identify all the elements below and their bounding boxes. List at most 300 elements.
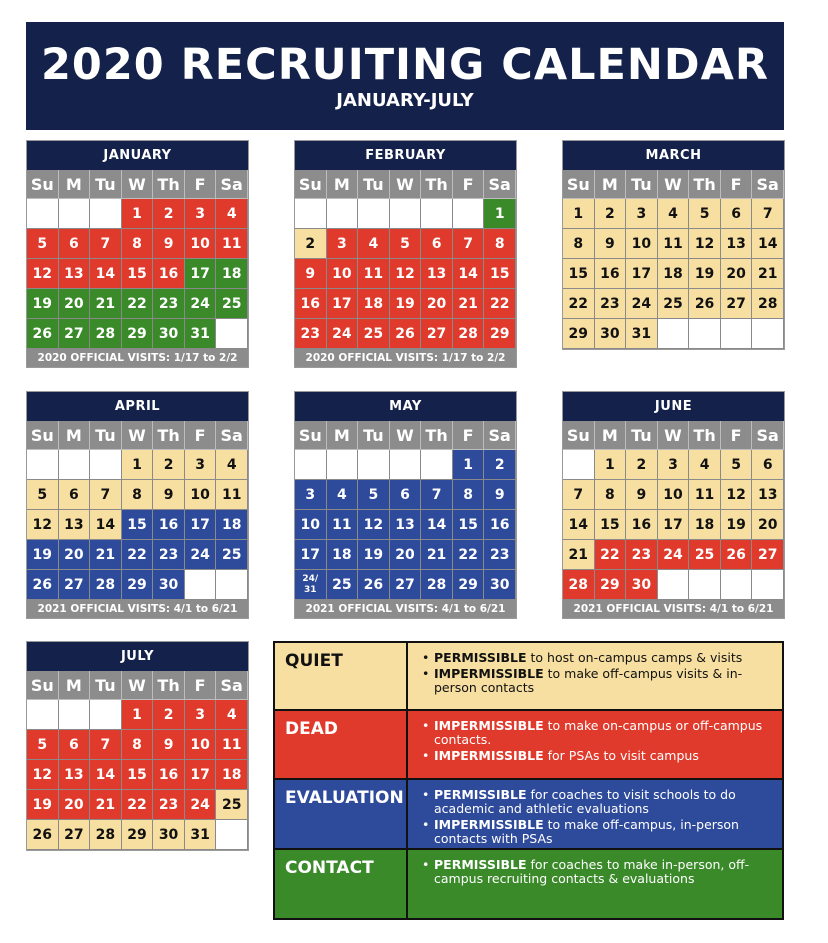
weekday-header: W xyxy=(122,671,154,700)
weekday-header: Th xyxy=(689,421,721,450)
weekday-header: W xyxy=(122,170,154,199)
day-cell: 9 xyxy=(484,480,516,510)
day-cell: 17 xyxy=(295,540,327,570)
month-july xyxy=(26,641,249,851)
legend-rule: • PERMISSIBLE for coaches to make in-person, off-campus recruiting contacts & evaluations xyxy=(422,858,776,886)
empty-day-cell xyxy=(721,319,753,349)
day-cell: 18 xyxy=(658,259,690,289)
day-cell: 28 xyxy=(90,820,122,850)
day-cell: 13 xyxy=(59,510,91,540)
day-cell: 8 xyxy=(453,480,485,510)
day-cell: 3 xyxy=(658,450,690,480)
empty-day-cell xyxy=(27,199,59,229)
weekday-header: Su xyxy=(295,421,327,450)
legend-row-contact xyxy=(275,850,782,918)
day-cell: 3 xyxy=(295,480,327,510)
day-cell: 29 xyxy=(595,570,627,600)
legend-period-name: CONTACT xyxy=(275,850,408,918)
day-cell: 16 xyxy=(595,259,627,289)
day-grid xyxy=(563,421,784,600)
day-cell: 12 xyxy=(689,229,721,259)
weekday-header: M xyxy=(327,421,359,450)
day-cell: 9 xyxy=(626,480,658,510)
legend-rule: • IMPERMISSIBLE to make on-campus or off-campus contacts. xyxy=(422,719,776,747)
day-cell: 24 xyxy=(658,540,690,570)
month-name: MARCH xyxy=(563,141,784,170)
day-cell: 10 xyxy=(295,510,327,540)
day-cell: 20 xyxy=(59,540,91,570)
empty-day-cell xyxy=(327,199,359,229)
day-cell: 8 xyxy=(563,229,595,259)
weekday-header: M xyxy=(59,421,91,450)
day-cell: 26 xyxy=(27,570,59,600)
empty-day-cell xyxy=(689,570,721,600)
day-cell: 22 xyxy=(122,289,154,319)
day-cell: 30 xyxy=(484,570,516,600)
day-cell: 22 xyxy=(563,289,595,319)
weekday-header: Tu xyxy=(358,170,390,199)
weekday-header: W xyxy=(122,421,154,450)
legend-rule: • IMPERMISSIBLE to make off-campus visits & in-person contacts xyxy=(422,667,776,695)
day-cell: 31 xyxy=(626,319,658,349)
empty-day-cell xyxy=(90,700,122,730)
day-cell: 4 xyxy=(689,450,721,480)
day-cell: 5 xyxy=(358,480,390,510)
day-cell: 24 xyxy=(327,319,359,349)
day-cell: 6 xyxy=(59,480,91,510)
legend-rule: • PERMISSIBLE to host on-campus camps & visits xyxy=(422,651,776,665)
weekday-header: Tu xyxy=(358,421,390,450)
period-legend xyxy=(273,641,784,920)
day-cell: 30 xyxy=(595,319,627,349)
day-cell: 19 xyxy=(27,289,59,319)
day-cell: 25 xyxy=(358,319,390,349)
weekday-header: Sa xyxy=(484,170,516,199)
day-cell: 15 xyxy=(563,259,595,289)
day-cell: 12 xyxy=(27,259,59,289)
weekday-header: M xyxy=(595,421,627,450)
day-cell: 7 xyxy=(90,229,122,259)
weekday-header: W xyxy=(658,170,690,199)
legend-period-rules xyxy=(408,780,782,848)
day-cell: 22 xyxy=(122,540,154,570)
day-cell: 17 xyxy=(185,760,217,790)
day-cell: 23 xyxy=(595,289,627,319)
day-cell: 30 xyxy=(153,820,185,850)
day-cell: 29 xyxy=(122,319,154,349)
day-cell: 14 xyxy=(563,510,595,540)
day-cell: 16 xyxy=(626,510,658,540)
empty-day-cell xyxy=(658,570,690,600)
day-cell: 14 xyxy=(90,510,122,540)
day-cell: 23 xyxy=(153,540,185,570)
day-cell: 23 xyxy=(153,289,185,319)
day-cell: 1 xyxy=(122,450,154,480)
day-cell: 22 xyxy=(484,289,516,319)
empty-day-cell xyxy=(721,570,753,600)
day-cell: 28 xyxy=(90,319,122,349)
day-cell: 26 xyxy=(358,570,390,600)
day-cell: 23 xyxy=(295,319,327,349)
empty-day-cell xyxy=(59,450,91,480)
day-cell: 19 xyxy=(358,540,390,570)
weekday-header: M xyxy=(595,170,627,199)
empty-day-cell xyxy=(563,450,595,480)
page-title: 2020 RECRUITING CALENDAR xyxy=(41,40,769,90)
empty-day-cell xyxy=(421,199,453,229)
day-cell: 24/ 31 xyxy=(295,570,327,600)
empty-day-cell xyxy=(327,450,359,480)
day-cell: 3 xyxy=(185,700,217,730)
day-cell: 9 xyxy=(153,480,185,510)
day-cell: 28 xyxy=(563,570,595,600)
month-name: JULY xyxy=(27,642,248,671)
legend-period-name: QUIET xyxy=(275,643,408,709)
day-cell: 2 xyxy=(153,450,185,480)
day-cell: 7 xyxy=(563,480,595,510)
day-cell: 25 xyxy=(689,540,721,570)
day-cell: 3 xyxy=(626,199,658,229)
weekday-header: M xyxy=(327,170,359,199)
day-cell: 9 xyxy=(295,259,327,289)
empty-day-cell xyxy=(90,199,122,229)
day-cell: 9 xyxy=(153,730,185,760)
day-cell: 3 xyxy=(185,199,217,229)
legend-row-dead xyxy=(275,711,782,779)
official-visits-note: 2021 OFFICIAL VISITS: 4/1 to 6/21 xyxy=(27,600,248,618)
weekday-header: F xyxy=(185,170,217,199)
day-cell: 27 xyxy=(390,570,422,600)
day-cell: 24 xyxy=(626,289,658,319)
day-cell: 18 xyxy=(216,510,248,540)
legend-rule: • IMPERMISSIBLE for PSAs to visit campus xyxy=(422,749,776,763)
day-cell: 1 xyxy=(563,199,595,229)
weekday-header: Tu xyxy=(90,421,122,450)
day-cell: 11 xyxy=(689,480,721,510)
day-cell: 15 xyxy=(484,259,516,289)
day-cell: 31 xyxy=(185,820,217,850)
day-cell: 22 xyxy=(122,790,154,820)
day-cell: 13 xyxy=(421,259,453,289)
legend-period-name: DEAD xyxy=(275,711,408,777)
legend-rule: • PERMISSIBLE for coaches to visit schools to do academic and athletic evaluations xyxy=(422,788,776,816)
empty-day-cell xyxy=(390,199,422,229)
day-cell: 11 xyxy=(216,229,248,259)
weekday-header: F xyxy=(185,671,217,700)
weekday-header: Tu xyxy=(626,170,658,199)
day-cell: 4 xyxy=(327,480,359,510)
weekday-header: Th xyxy=(421,421,453,450)
day-cell: 27 xyxy=(752,540,784,570)
empty-day-cell xyxy=(421,450,453,480)
weekday-header: W xyxy=(390,421,422,450)
day-cell: 10 xyxy=(185,480,217,510)
weekday-header: Su xyxy=(27,170,59,199)
day-cell: 27 xyxy=(421,319,453,349)
weekday-header: W xyxy=(390,170,422,199)
day-cell: 29 xyxy=(563,319,595,349)
day-cell: 27 xyxy=(59,820,91,850)
day-cell: 11 xyxy=(658,229,690,259)
day-cell: 19 xyxy=(27,790,59,820)
day-cell: 27 xyxy=(721,289,753,319)
empty-day-cell xyxy=(185,570,217,600)
empty-day-cell xyxy=(216,570,248,600)
day-cell: 15 xyxy=(122,760,154,790)
empty-day-cell xyxy=(658,319,690,349)
empty-day-cell xyxy=(390,450,422,480)
weekday-header: F xyxy=(453,421,485,450)
day-cell: 17 xyxy=(185,259,217,289)
day-cell: 10 xyxy=(185,229,217,259)
weekday-header: Tu xyxy=(90,170,122,199)
day-cell: 28 xyxy=(90,570,122,600)
weekday-header: Su xyxy=(563,170,595,199)
day-cell: 4 xyxy=(658,199,690,229)
day-cell: 31 xyxy=(185,319,217,349)
day-cell: 10 xyxy=(658,480,690,510)
day-cell: 21 xyxy=(90,289,122,319)
weekday-header: Th xyxy=(153,170,185,199)
day-cell: 24 xyxy=(185,289,217,319)
day-cell: 27 xyxy=(59,319,91,349)
legend-row-quiet xyxy=(275,643,782,711)
empty-day-cell xyxy=(295,450,327,480)
day-cell: 6 xyxy=(59,229,91,259)
day-cell: 8 xyxy=(122,229,154,259)
day-cell: 16 xyxy=(484,510,516,540)
weekday-header: Sa xyxy=(752,170,784,199)
day-cell: 17 xyxy=(185,510,217,540)
day-cell: 18 xyxy=(358,289,390,319)
day-cell: 4 xyxy=(216,199,248,229)
day-cell: 18 xyxy=(216,760,248,790)
empty-day-cell xyxy=(358,450,390,480)
day-cell: 6 xyxy=(421,229,453,259)
empty-day-cell xyxy=(59,700,91,730)
day-cell: 20 xyxy=(390,540,422,570)
day-cell: 21 xyxy=(90,790,122,820)
month-name: JUNE xyxy=(563,392,784,421)
day-cell: 12 xyxy=(27,510,59,540)
day-cell: 10 xyxy=(626,229,658,259)
day-cell: 16 xyxy=(153,760,185,790)
day-cell: 11 xyxy=(327,510,359,540)
day-cell: 14 xyxy=(752,229,784,259)
day-cell: 21 xyxy=(563,540,595,570)
weekday-header: Su xyxy=(27,671,59,700)
day-grid xyxy=(27,170,248,349)
day-cell: 26 xyxy=(27,319,59,349)
weekday-header: Tu xyxy=(626,421,658,450)
month-february xyxy=(294,140,517,368)
weekday-header: Sa xyxy=(752,421,784,450)
legend-period-rules xyxy=(408,850,782,918)
weekday-header: Th xyxy=(153,671,185,700)
day-cell: 28 xyxy=(421,570,453,600)
official-visits-note: 2020 OFFICIAL VISITS: 1/17 to 2/2 xyxy=(27,349,248,367)
empty-day-cell xyxy=(295,199,327,229)
day-grid xyxy=(295,421,516,600)
day-cell: 10 xyxy=(185,730,217,760)
weekday-header: Su xyxy=(295,170,327,199)
day-cell: 19 xyxy=(689,259,721,289)
day-cell: 22 xyxy=(595,540,627,570)
day-cell: 12 xyxy=(721,480,753,510)
day-cell: 1 xyxy=(122,199,154,229)
day-cell: 20 xyxy=(421,289,453,319)
day-cell: 26 xyxy=(390,319,422,349)
day-cell: 2 xyxy=(153,700,185,730)
day-cell: 10 xyxy=(327,259,359,289)
day-cell: 19 xyxy=(721,510,753,540)
legend-period-rules xyxy=(408,711,782,777)
day-cell: 26 xyxy=(689,289,721,319)
day-cell: 19 xyxy=(27,540,59,570)
weekday-header: Th xyxy=(153,421,185,450)
day-cell: 11 xyxy=(358,259,390,289)
day-cell: 30 xyxy=(626,570,658,600)
month-name: JANUARY xyxy=(27,141,248,170)
day-cell: 7 xyxy=(421,480,453,510)
day-cell: 25 xyxy=(216,540,248,570)
weekday-header: M xyxy=(59,170,91,199)
weekday-header: Sa xyxy=(216,671,248,700)
month-name: FEBRUARY xyxy=(295,141,516,170)
empty-day-cell xyxy=(453,199,485,229)
day-cell: 12 xyxy=(358,510,390,540)
day-cell: 21 xyxy=(453,289,485,319)
month-name: APRIL xyxy=(27,392,248,421)
day-cell: 15 xyxy=(595,510,627,540)
day-cell: 21 xyxy=(421,540,453,570)
day-cell: 18 xyxy=(327,540,359,570)
day-cell: 25 xyxy=(216,790,248,820)
legend-period-rules xyxy=(408,643,782,709)
weekday-header: Th xyxy=(421,170,453,199)
day-cell: 28 xyxy=(453,319,485,349)
legend-rule: • IMPERMISSIBLE to make off-campus, in-person contacts with PSAs xyxy=(422,818,776,846)
day-cell: 17 xyxy=(658,510,690,540)
weekday-header: F xyxy=(721,421,753,450)
day-cell: 19 xyxy=(390,289,422,319)
day-cell: 8 xyxy=(595,480,627,510)
empty-day-cell xyxy=(27,700,59,730)
day-cell: 25 xyxy=(658,289,690,319)
month-june xyxy=(562,391,785,619)
day-cell: 30 xyxy=(153,570,185,600)
day-cell: 7 xyxy=(90,480,122,510)
day-cell: 1 xyxy=(595,450,627,480)
day-grid xyxy=(563,170,784,349)
day-grid xyxy=(27,421,248,600)
day-cell: 18 xyxy=(689,510,721,540)
weekday-header: Sa xyxy=(484,421,516,450)
day-cell: 5 xyxy=(689,199,721,229)
day-cell: 5 xyxy=(721,450,753,480)
weekday-header: Tu xyxy=(90,671,122,700)
day-cell: 12 xyxy=(390,259,422,289)
day-cell: 16 xyxy=(153,259,185,289)
day-cell: 5 xyxy=(27,730,59,760)
weekday-header: F xyxy=(721,170,753,199)
empty-day-cell xyxy=(752,319,784,349)
day-cell: 3 xyxy=(185,450,217,480)
day-cell: 20 xyxy=(59,790,91,820)
day-cell: 8 xyxy=(484,229,516,259)
day-cell: 9 xyxy=(153,229,185,259)
day-cell: 26 xyxy=(27,820,59,850)
day-cell: 14 xyxy=(421,510,453,540)
day-cell: 23 xyxy=(153,790,185,820)
month-may xyxy=(294,391,517,619)
empty-day-cell xyxy=(216,319,248,349)
day-cell: 25 xyxy=(327,570,359,600)
weekday-header: F xyxy=(185,421,217,450)
day-cell: 6 xyxy=(390,480,422,510)
day-cell: 20 xyxy=(752,510,784,540)
day-cell: 24 xyxy=(185,540,217,570)
official-visits-note: 2021 OFFICIAL VISITS: 4/1 to 6/21 xyxy=(563,600,784,618)
day-cell: 15 xyxy=(122,259,154,289)
day-cell: 3 xyxy=(327,229,359,259)
day-cell: 29 xyxy=(453,570,485,600)
empty-day-cell xyxy=(752,570,784,600)
day-cell: 21 xyxy=(90,540,122,570)
page-subtitle: JANUARY-JULY xyxy=(336,90,474,111)
legend-period-name: EVALUATION xyxy=(275,780,408,848)
day-cell: 15 xyxy=(453,510,485,540)
day-cell: 8 xyxy=(122,480,154,510)
day-cell: 16 xyxy=(295,289,327,319)
day-cell: 17 xyxy=(626,259,658,289)
empty-day-cell xyxy=(358,199,390,229)
weekday-header: W xyxy=(658,421,690,450)
day-grid xyxy=(27,671,248,850)
day-cell: 20 xyxy=(721,259,753,289)
calendar-header xyxy=(26,22,784,130)
day-cell: 5 xyxy=(390,229,422,259)
legend-row-eval xyxy=(275,780,782,850)
day-cell: 4 xyxy=(216,700,248,730)
weekday-header: Sa xyxy=(216,170,248,199)
day-cell: 17 xyxy=(327,289,359,319)
day-cell: 2 xyxy=(595,199,627,229)
day-cell: 14 xyxy=(453,259,485,289)
day-cell: 11 xyxy=(216,730,248,760)
month-march xyxy=(562,140,785,350)
day-cell: 2 xyxy=(295,229,327,259)
day-cell: 26 xyxy=(721,540,753,570)
day-cell: 6 xyxy=(752,450,784,480)
day-cell: 1 xyxy=(453,450,485,480)
day-cell: 29 xyxy=(122,820,154,850)
day-cell: 9 xyxy=(595,229,627,259)
official-visits-note: 2020 OFFICIAL VISITS: 1/17 to 2/2 xyxy=(295,349,516,367)
day-cell: 29 xyxy=(484,319,516,349)
weekday-header: Th xyxy=(689,170,721,199)
day-cell: 23 xyxy=(484,540,516,570)
day-cell: 7 xyxy=(453,229,485,259)
day-cell: 7 xyxy=(752,199,784,229)
month-january xyxy=(26,140,249,368)
day-cell: 20 xyxy=(59,289,91,319)
empty-day-cell xyxy=(27,450,59,480)
day-cell: 11 xyxy=(216,480,248,510)
day-cell: 1 xyxy=(122,700,154,730)
day-cell: 2 xyxy=(484,450,516,480)
day-cell: 22 xyxy=(453,540,485,570)
